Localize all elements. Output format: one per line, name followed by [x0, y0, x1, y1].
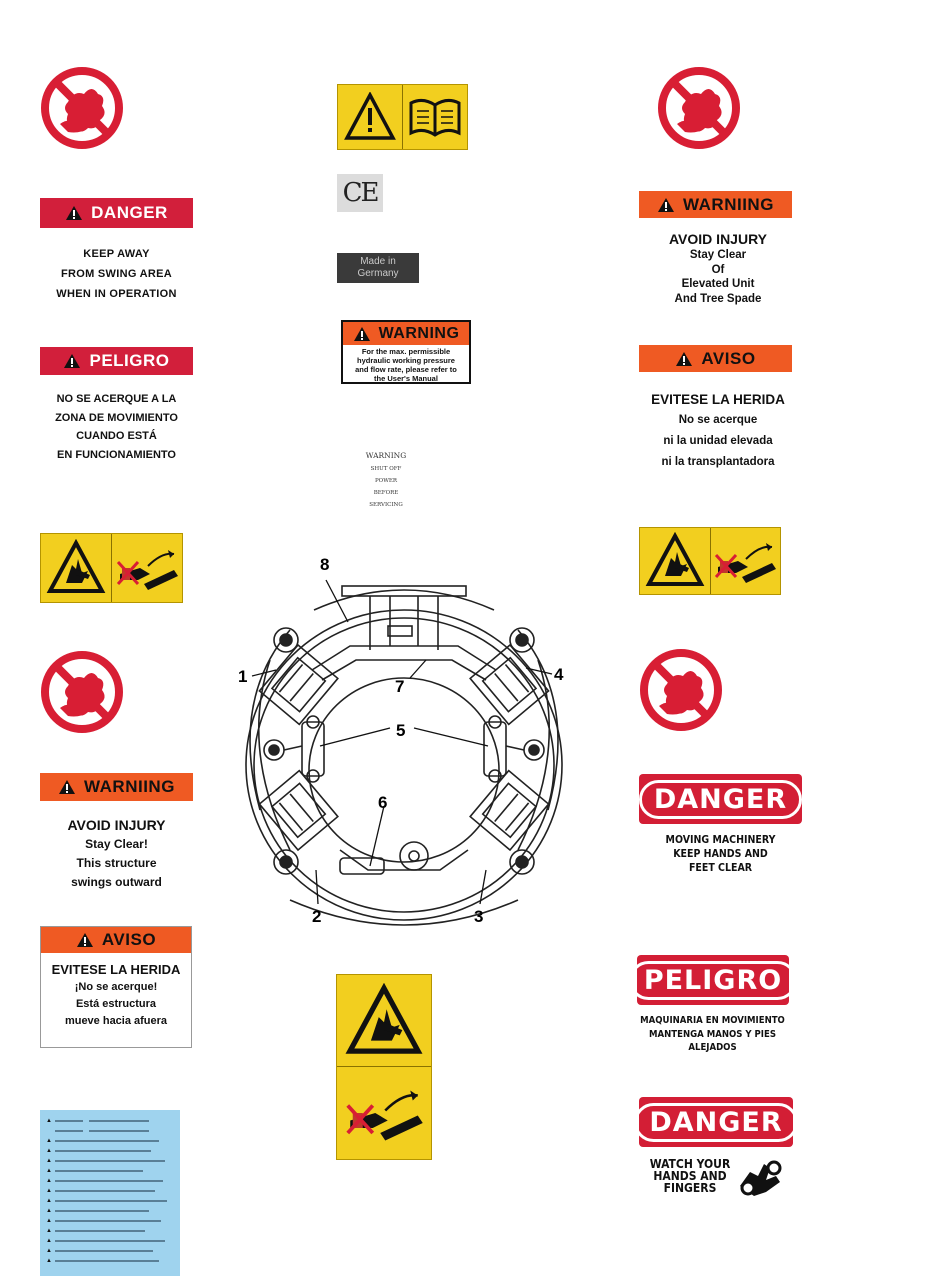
- shutoff-line: POWER: [374, 478, 398, 484]
- crush-hazard-icon: [46, 539, 106, 597]
- danger-oval-title: DANGER: [639, 780, 802, 819]
- warning-triangle-icon: [657, 197, 675, 213]
- warning-triangle-icon: [58, 779, 76, 795]
- danger-hands-body: [644, 1156, 794, 1196]
- warning-triangle-icon: [675, 351, 693, 367]
- shutoff-line: SHUT OFF: [370, 466, 402, 472]
- warning-line: Elevated Unit: [681, 278, 755, 290]
- diagram-label: 8: [320, 555, 330, 574]
- no-hands-prohibition-icon: [657, 66, 741, 150]
- warning-triangle-icon: [65, 205, 83, 221]
- warning-header-right: [639, 191, 792, 218]
- manual-sheet: ▲ ▲ ▲ ▲ ▲ ▲ ▲ ▲ ▲ ▲ ▲ ▲ ▲ ▲: [40, 1110, 180, 1276]
- peligro-oval-sign: [637, 955, 789, 1005]
- aviso-header: [41, 927, 191, 953]
- hydraulic-warning-label: [341, 320, 471, 384]
- aviso-line: ni la unidad elevada: [663, 435, 773, 447]
- danger-hands-title: DANGER: [634, 1103, 797, 1142]
- warning-triangle-icon: [344, 92, 396, 142]
- diagram-label: 6: [378, 793, 388, 812]
- warning-line: Stay Clear: [689, 249, 747, 261]
- aviso-title-right: AVISO: [701, 348, 756, 368]
- made-in-line: Germany: [357, 268, 399, 279]
- aviso-text-right: [639, 390, 797, 473]
- crush-hazard-vertical-plate: [336, 974, 432, 1160]
- danger-oval-sign: [639, 774, 802, 824]
- aviso-line: EVITESE LA HERIDA: [651, 392, 785, 407]
- book-icon: [407, 95, 463, 139]
- warning-line: AVOID INJURY: [668, 231, 767, 247]
- warning-triangle-icon: [63, 353, 81, 369]
- diagram-label: 3: [474, 907, 484, 926]
- no-hands-prohibition-icon: [40, 66, 124, 150]
- peligro-header: [40, 347, 193, 375]
- danger-hands-text: [644, 1158, 736, 1194]
- no-hands-crush-icon: [712, 537, 778, 585]
- warning-title: WARNIING: [84, 777, 175, 796]
- made-in-germany-badge: [337, 253, 419, 283]
- crush-hazard-plate-right: [639, 527, 781, 595]
- crush-hazard-icon: [343, 983, 425, 1059]
- warning-line: Of: [711, 263, 725, 276]
- danger-machinery-line: MOVING MACHINERY: [665, 834, 776, 846]
- danger-hands-line: HANDS AND: [653, 1169, 727, 1183]
- diagram-label: 1: [238, 667, 248, 686]
- aviso-line: ¡No se acerque!: [74, 981, 158, 993]
- no-hands-crush-icon: [341, 1083, 427, 1143]
- warning-header: [40, 773, 193, 801]
- aviso-line: EVITESE LA HERIDA: [51, 962, 181, 977]
- tree-spade-diagram: [230, 550, 590, 930]
- peligro-text: [40, 390, 193, 464]
- warning-triangle-icon: [76, 932, 94, 948]
- warning-title-right: WARNIING: [683, 194, 774, 214]
- danger-line: WHEN IN OPERATION: [56, 288, 177, 300]
- shutoff-warning-label: [356, 449, 416, 511]
- peligro-machinery-line: MAQUINARIA EN MOVIMIENTO: [640, 1015, 785, 1026]
- shutoff-line: SERVICING: [369, 502, 403, 508]
- diagram-label: 5: [396, 721, 406, 740]
- hydraulic-line: hydraulic working pressure: [357, 356, 455, 365]
- peligro-line: ZONA DE MOVIMIENTO: [55, 411, 178, 424]
- aviso-label: [40, 926, 192, 1048]
- peligro-oval-title: PELIGRO: [629, 961, 797, 1000]
- no-hands-prohibition-icon: [639, 648, 723, 732]
- peligro-title: PELIGRO: [89, 351, 170, 370]
- warning-line: And Tree Spade: [674, 292, 762, 305]
- warning-triangle-icon: [353, 326, 371, 342]
- peligro-machinery-line: ALEJADOS: [688, 1042, 737, 1053]
- hydraulic-line: For the max. permissible: [361, 347, 451, 356]
- danger-machinery-line: KEEP HANDS AND: [673, 848, 768, 860]
- danger-text: [40, 244, 193, 304]
- peligro-line: EN FUNCIONAMIENTO: [57, 448, 176, 461]
- peligro-machinery-line: MANTENGA MANOS Y PIES: [649, 1028, 776, 1040]
- crush-hazard-plate: [40, 533, 183, 603]
- no-hands-prohibition-icon: [40, 650, 124, 734]
- danger-line: FROM SWING AREA: [60, 268, 173, 280]
- ce-mark: [337, 174, 383, 212]
- crush-hazard-icon: [645, 532, 705, 590]
- aviso-header-right: [639, 345, 792, 372]
- warning-line: AVOID INJURY: [67, 817, 166, 833]
- diagram-label: 7: [395, 677, 405, 696]
- aviso-line: ni la transplantadora: [661, 456, 775, 468]
- made-in-line: Made in: [360, 256, 396, 267]
- diagram-label: 4: [554, 665, 564, 684]
- hydraulic-warning-header: [343, 322, 469, 345]
- peligro-line: NO SE ACERQUE A LA: [56, 393, 177, 405]
- hydraulic-warning-title: WARNING: [378, 324, 460, 342]
- peligro-machinery-text: [630, 1014, 795, 1055]
- danger-machinery-text: [639, 833, 802, 875]
- warning-line: Stay Clear!: [85, 837, 148, 851]
- warning-line: swings outward: [71, 875, 162, 889]
- aviso-line: mueve hacia afuera: [64, 1015, 168, 1027]
- aviso-title: AVISO: [101, 930, 157, 949]
- danger-title: DANGER: [91, 203, 168, 222]
- shutoff-line: BEFORE: [373, 490, 399, 496]
- diagram-label: 2: [312, 907, 322, 926]
- danger-header: [40, 198, 193, 228]
- danger-line: KEEP AWAY: [83, 248, 150, 260]
- aviso-line: Está estructura: [75, 998, 157, 1010]
- peligro-line: CUANDO ESTÁ: [76, 430, 157, 442]
- danger-machinery-line: FEET CLEAR: [688, 862, 753, 874]
- hydraulic-line: and flow rate, please refer to: [355, 365, 457, 374]
- danger-hands-oval-sign: [639, 1097, 793, 1147]
- warning-line: This structure: [76, 856, 157, 870]
- ce-mark-text: CE: [342, 178, 378, 208]
- hydraulic-line: the User's Manual: [374, 374, 438, 383]
- read-manual-plate: [337, 84, 468, 150]
- warning-text-right: [639, 230, 797, 306]
- danger-hands-line: FINGERS: [663, 1181, 717, 1195]
- shutoff-title: WARNING: [365, 451, 407, 460]
- danger-hands-line: WATCH YOUR: [649, 1157, 731, 1171]
- hand-pinch-icon: [736, 1156, 786, 1196]
- no-hands-crush-icon: [114, 544, 180, 592]
- warning-text: [40, 815, 193, 892]
- aviso-line: No se acerque: [678, 414, 758, 426]
